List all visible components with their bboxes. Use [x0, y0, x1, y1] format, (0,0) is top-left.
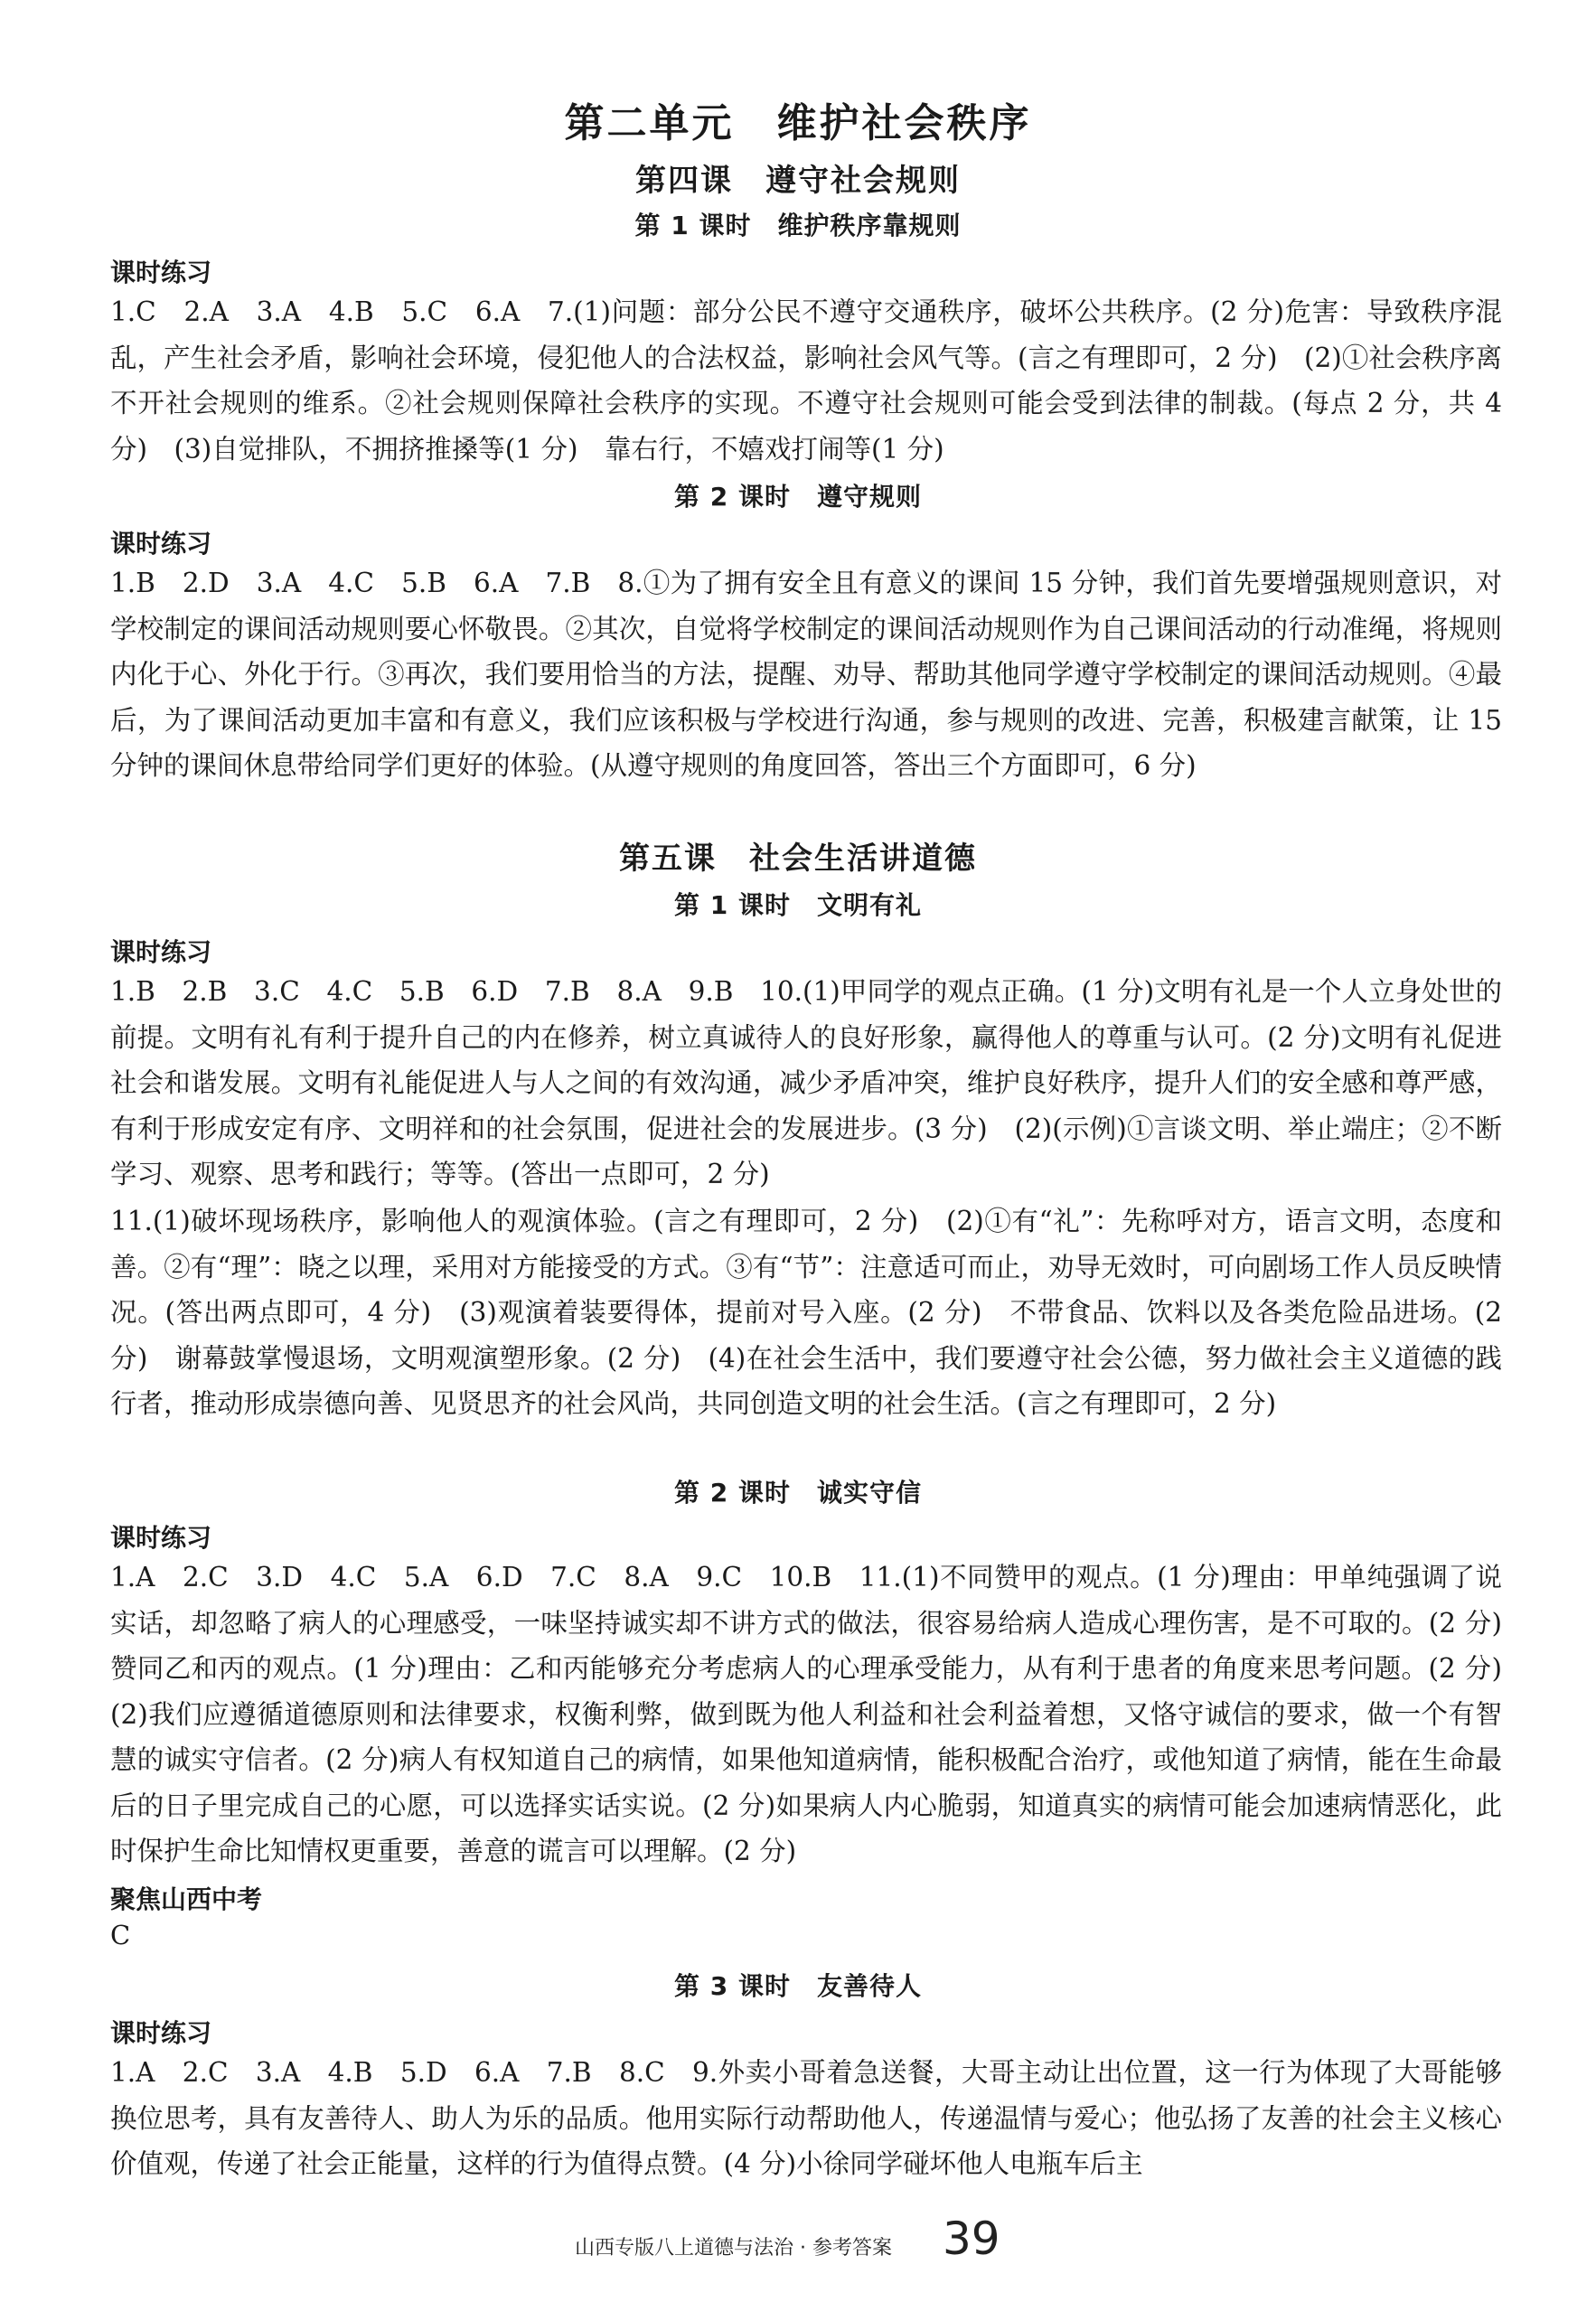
answer-paragraph: 1.A 2.C 3.D 4.C 5.A 6.D 7.C 8.A 9.C 10.B 11.(1)不同赞甲的观点。(1 分)理由：甲单纯强调了说实话，却忽略了病人的心理感受，一味坚持诚实却不讲方式的做法，很容易给病人造成心理伤害，是不可取的。(2 分)赞同乙和丙的观点。(1 分)理由：乙和丙能够充分考虑病人的心理承受能力，从有利于患者的角度来思考问题。(2 分) (2)我们应遵循道德原则和法律要求，权衡利弊，做到既为他人利益和社会利益着想，又恪守诚信的要求，做一个有智慧的诚实守信者。(2 分)病人有权知道自己的病情，如果他知道病情，能积极配合治疗，或他知道了病情，能在生命最后的日子里完成自己的心愿，可以选择实话实说。(2 分)如果病人内心脆弱，知道真实的病情可能会加速病情恶化，此时保护生命比知情权更重要，善意的谎言可以理解。(2 分): [110, 1562, 1529, 1866]
lesson-5-title: 第五课 社会生活讲道德: [619, 841, 977, 877]
section-label: 课时练习: [110, 2018, 212, 2048]
lesson-4-period-2-title: 第 2 课时 遵守规则: [674, 482, 922, 512]
section-label: 课时练习: [110, 937, 212, 967]
lesson-5-period-3-title: 第 3 课时 友善待人: [674, 1971, 922, 2001]
lesson-5-period-1-title: 第 1 课时 文明有礼: [674, 890, 922, 920]
answer-paragraph: 11.(1)破坏现场秩序，影响他人的观演体验。(言之有理即可，2 分) (2)①有“礼”：先称呼对方，语言文明，态度和善。②有“理”：晓之以理，采用对方能接受的方式。③有“节”：注意适可而止，劝导无效时，可向剧场工作人员反映情况。(答出两点即可，4 分) (3)观演着装要得体，提前对号入座。(2 分) 不带食品、饮料以及各类危险品进场。(2 分) 谢幕鼓掌慢退场，文明观演塑形象。(2 分) (4)在社会生活中，我们要遵守社会公德，努力做社会主义道德的践行者，推动形成崇德向善、见贤思齐的社会风尚，共同创造文明的社会生活。(言之有理即可，2 分): [110, 1206, 1502, 1419]
footer-title: 山西专版八上道德与法治 · 参考答案: [575, 2237, 892, 2260]
unit-title: 第二单元 维护社会秩序: [564, 100, 1032, 146]
focus-shanxi-answer: C: [110, 1920, 131, 1950]
answer-paragraph: 1.A 2.C 3.A 4.B 5.D 6.A 7.B 8.C 9.外卖小哥着急送餐，大哥主动让出位置，这一行为体现了大哥能够换位思考，具有友善待人、助人为乐的品质。他用实际行动帮助他人，传递温情与爱心；他弘扬了友善的社会主义核心价值观，传递了社会正能量，这样的行为值得点赞。(4 分)小徐同学碰坏他人电瓶车后主: [110, 2057, 1502, 2179]
section-label: 课时练习: [110, 529, 212, 559]
answer-paragraph: 1.B 2.B 3.C 4.C 5.B 6.D 7.B 8.A 9.B 10.(1)甲同学的观点正确。(1 分)文明有礼是一个人立身处世的前提。文明有礼有利于提升自己的内在修养，树立真诚待人的良好形象，赢得他人的尊重与认可。(2 分)文明有礼促进社会和谐发展。文明有礼能促进人与人之间的有效沟通，减少矛盾冲突，维护良好秩序，提升人们的安全感和尊严感，有利于形成安定有序、文明祥和的社会氛围，促进社会的发展进步。(3 分) (2)(示例)①言谈文明、举止端庄；②不断学习、观察、思考和践行；等等。(答出一点即可，2 分): [110, 976, 1502, 1189]
lesson-5-period-2-title: 第 2 课时 诚实守信: [674, 1478, 922, 1508]
lesson-4-title: 第四课 遵守社会规则: [635, 163, 961, 199]
focus-shanxi-label: 聚焦山西中考: [110, 1884, 263, 1914]
section-label: 课时练习: [110, 1523, 212, 1553]
lesson-4-period-1-title: 第 1 课时 维护秩序靠规则: [634, 211, 962, 240]
answer-paragraph: 1.B 2.D 3.A 4.C 5.B 6.A 7.B 8.①为了拥有安全且有意义的课间 15 分钟，我们首先要增强规则意识，对学校制定的课间活动规则要心怀敬畏。②其次，自觉将学校制定的课间活动规则作为自己课间活动的行动准绳，将规则内化于心、外化于行。③再次，我们要用恰当的方法，提醒、劝导、帮助其他同学遵守学校制定的课间活动规则。④最后，为了课间活动更加丰富和有意义，我们应该积极与学校进行沟通，参与规则的改进、完善，积极建言献策，让 15 分钟的课间休息带给同学们更好的体验。(从遵守规则的角度回答，答出三个方面即可，6 分): [110, 568, 1502, 781]
section-label: 课时练习: [110, 258, 212, 287]
page-number: 39: [943, 2213, 1000, 2265]
answer-paragraph: 1.C 2.A 3.A 4.B 5.C 6.A 7.(1)问题：部分公民不遵守交通秩序，破坏公共秩序。(2 分)危害：导致秩序混乱，产生社会矛盾，影响社会环境，侵犯他人的合法权益，影响社会风气等。(言之有理即可，2 分) (2)①社会秩序离不开社会规则的维系。②社会规则保障社会秩序的实现。不遵守社会规则可能会受到法律的制裁。(每点 2 分，共 4 分) (3)自觉排队，不拥挤推搡等(1 分) 靠右行，不嬉戏打闹等(1 分): [110, 296, 1502, 465]
